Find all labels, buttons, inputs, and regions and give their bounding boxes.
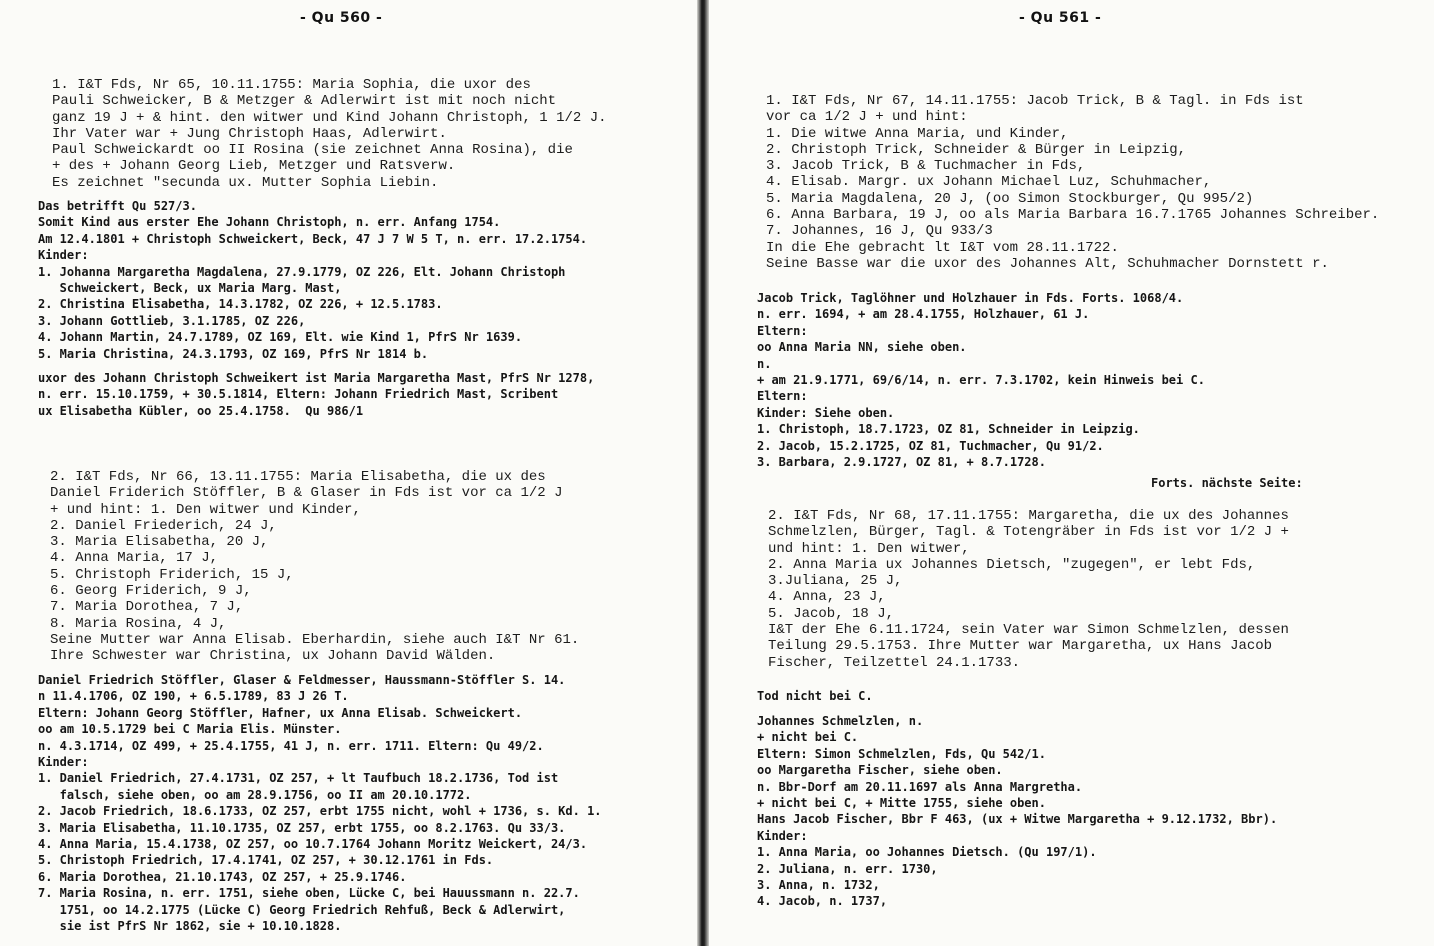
text-line: Am 12.4.1801 + Christoph Schweickert, Beck, 47 J 7 W 5 T, n. err. 17.2.1754. [38, 231, 588, 246]
text-line: 5. Christoph Friedrich, 17.4.1741, OZ 257, + 30.12.1761 in Fds. [38, 853, 494, 868]
text-line: + am 21.9.1771, 69/6/14, n. err. 7.3.1702, kein Hinweis bei C. [757, 373, 1205, 388]
text-line: oo am 10.5.1729 bei C Maria Elis. Münster. [38, 722, 342, 737]
text-line: 2. Christina Elisabetha, 14.3.1782, OZ 226, + 12.5.1783. [38, 297, 443, 312]
text-line: + und hint: 1. Den witwer und Kinder, [50, 501, 361, 518]
text-line: Ihre Schwester war Christina, ux Johann David Wälden. [50, 648, 496, 665]
text-line: 1. Christoph, 18.7.1723, OZ 81, Schneider in Leipzig. [757, 422, 1140, 437]
text-line: 2. Juliana, n. err. 1730, [757, 861, 938, 876]
text-line: 3. Anna, n. 1732, [757, 878, 880, 893]
text-line: 1. Anna Maria, oo Johannes Dietsch. (Qu 197/1). [757, 845, 1097, 860]
text-line: 8. Maria Rosina, 4 J, [50, 615, 227, 632]
text-line: Kinder: [38, 755, 89, 770]
entry-iut-65 [52, 77, 607, 191]
text-line: n 11.4.1706, OZ 190, + 6.5.1789, 83 J 26 T. [38, 689, 349, 704]
entry-iut-66 [50, 469, 579, 665]
text-line: n. 4.3.1714, OZ 499, + 25.4.1755, 41 J, n. err. 1711. Eltern: Qu 49/2. [38, 738, 544, 753]
text-line: Daniel Friderich Stöffler, B & Glaser in Fds ist vor ca 1/2 J [50, 485, 563, 502]
text-line: n. err. 15.10.1759, + 30.5.1814, Eltern: Johann Friedrich Mast, Scribent [38, 387, 559, 402]
text-line: 4. Anna, 23 J, [768, 589, 886, 606]
text-line: 1. I&T Fds, Nr 67, 14.11.1755: Jacob Trick, B & Tagl. in Fds ist [766, 93, 1304, 109]
notes-trick [757, 290, 1205, 470]
text-line: 3. Maria Elisabetha, 20 J, [50, 534, 269, 551]
text-line: 1. Johanna Margaretha Magdalena, 27.9.1779, OZ 226, Elt. Johann Christoph [38, 264, 566, 279]
book-gutter [697, 0, 709, 946]
text-line: 4. Anna Maria, 17 J, [50, 550, 219, 567]
text-line: sie ist PfrS Nr 1862, sie + 10.10.1828. [38, 919, 342, 934]
text-line: 2. Christoph Trick, Schneider & Bürger in Leipzig, [766, 141, 1187, 158]
text-line: falsch, siehe oben, oo am 28.9.1756, oo II am 20.10.1772. [38, 787, 472, 802]
notes-schweickert [38, 198, 587, 362]
text-line: oo Margaretha Fischer, siehe oben. [757, 763, 1003, 778]
notes-schmelzlen [757, 713, 1277, 910]
text-line: + des + Johann Georg Lieb, Metzger und Ratsverw. [52, 158, 456, 175]
text-line: 5. Jacob, 18 J, [768, 605, 895, 622]
text-line: 1. Die witwe Anna Maria, und Kinder, [766, 125, 1069, 142]
text-line: + nicht bei C. [757, 730, 859, 745]
text-line: und hint: 1. Den witwer, [768, 540, 970, 557]
notes-stoeffler [38, 672, 602, 935]
text-line: 6. Anna Barbara, 19 J, oo als Maria Barbara 16.7.1765 Johannes Schreiber. [766, 207, 1380, 224]
text-line: Kinder: [757, 828, 808, 843]
text-line: 4. Jacob, n. 1737, [757, 894, 888, 909]
right-page [709, 0, 1434, 946]
page-number-right: - Qu 561 - [1019, 10, 1102, 26]
text-line: n. err. 1694, + am 28.4.1755, Holzhauer, 61 J. [757, 307, 1090, 322]
text-line: Es zeichnet "secunda ux. Mutter Sophia Liebin. [52, 174, 439, 191]
text-line: 2. Daniel Friederich, 24 J, [50, 517, 277, 534]
text-line: 7. Maria Rosina, n. err. 1751, siehe oben, Lücke C, bei Hauussmann n. 22.7. [38, 886, 580, 901]
text-line: 3. Jacob Trick, B & Tuchmacher in Fds, [766, 158, 1086, 175]
text-line: oo Anna Maria NN, siehe oben. [757, 340, 967, 355]
text-line: Eltern: Simon Schmelzlen, Fds, Qu 542/1. [757, 746, 1046, 761]
text-line: In die Ehe gebracht lt I&T vom 28.11.1722. [766, 239, 1119, 256]
text-line: 4. Anna Maria, 15.4.1738, OZ 257, oo 10.7.1764 Johann Moritz Weickert, 24/3. [38, 837, 588, 852]
notes-mast [38, 370, 594, 419]
left-page [0, 0, 697, 946]
text-line: Forts. nächste Seite: [1151, 476, 1303, 490]
text-line: 5. Maria Magdalena, 20 J, (oo Simon Stockburger, Qu 995/2) [766, 190, 1254, 207]
text-line: 7. Maria Dorothea, 7 J, [50, 599, 244, 616]
text-line: 6. Maria Dorothea, 21.10.1743, OZ 257, + 25.9.1746. [38, 869, 407, 884]
note-tod [757, 688, 873, 704]
text-line: 3. Barbara, 2.9.1727, OZ 81, + 8.7.1728. [757, 455, 1046, 470]
text-line: 4. Elisab. Margr. ux Johann Michael Luz, Schuhmacher, [766, 174, 1212, 191]
text-line: Kinder: Siehe oben. [757, 405, 895, 420]
text-line: 7. Johannes, 16 J, Qu 933/3 [766, 223, 993, 240]
text-line: Eltern: Johann Georg Stöffler, Hafner, ux Anna Elisab. Schweickert. [38, 705, 523, 720]
text-line: Johannes Schmelzlen, n. [757, 714, 924, 728]
text-line: Daniel Friedrich Stöffler, Glaser & Feldmesser, Haussmann-Stöffler S. 14. [38, 673, 566, 687]
text-line: Seine Basse war die uxor des Johannes Alt, Schuhmacher Dornstett r. [766, 255, 1329, 272]
text-line: I&T der Ehe 6.11.1724, sein Vater war Simon Schmelzlen, dessen [768, 622, 1289, 639]
text-line: Teilung 29.5.1753. Ihre Mutter war Margaretha, ux Hans Jacob [768, 638, 1273, 655]
text-line: 1. I&T Fds, Nr 65, 10.11.1755: Maria Sophia, die uxor des [52, 77, 531, 93]
text-line: 2. I&T Fds, Nr 66, 13.11.1755: Maria Elisabetha, die ux des [50, 469, 546, 485]
text-line: Seine Mutter war Anna Elisab. Eberhardin, siehe auch I&T Nr 61. [50, 631, 580, 648]
continued-note [1151, 475, 1303, 491]
text-line: 5. Christoph Friderich, 15 J, [50, 566, 294, 583]
text-line: ganz 19 J + & hint. den witwer und Kind Johann Christoph, 1 1/2 J. [52, 109, 607, 126]
text-line: uxor des Johann Christoph Schweikert ist Maria Margaretha Mast, PfrS Nr 1278, [38, 371, 595, 385]
text-line: 1751, oo 14.2.1775 (Lücke C) Georg Friedrich Rehfuß, Beck & Adlerwirt, [38, 902, 566, 917]
text-line: n. [757, 356, 772, 371]
text-line: 3. Maria Elisabetha, 11.10.1735, OZ 257, erbt 1755, oo 8.2.1763. Qu 33/3. [38, 820, 566, 835]
text-line: Paul Schweickardt oo II Rosina (sie zeichnet Anna Rosina), die [52, 142, 573, 159]
text-line: Das betrifft Qu 527/3. [38, 199, 197, 213]
text-line: Eltern: [757, 389, 808, 404]
text-line: Eltern: [757, 323, 808, 338]
text-line: 6. Georg Friderich, 9 J, [50, 583, 252, 600]
text-line: Tod nicht bei C. [757, 689, 873, 703]
entry-iut-67 [766, 93, 1379, 272]
text-line: 2. Jacob, 15.2.1725, OZ 81, Tuchmacher, Qu 91/2. [757, 438, 1104, 453]
text-line: 3. Johann Gottlieb, 3.1.1785, OZ 226, [38, 313, 306, 328]
text-line: n. Bbr-Dorf am 20.11.1697 als Anna Margretha. [757, 779, 1083, 794]
entry-iut-68 [768, 508, 1289, 671]
text-line: 3.Juliana, 25 J, [768, 573, 903, 590]
text-line: Fischer, Teilzettel 24.1.1733. [768, 654, 1021, 671]
text-line: ux Elisabetha Kübler, oo 25.4.1758. Qu 986/1 [38, 403, 364, 418]
text-line: 4. Johann Martin, 24.7.1789, OZ 169, Elt. wie Kind 1, PfrS Nr 1639. [38, 330, 523, 345]
text-line: Jacob Trick, Taglöhner und Holzhauer in Fds. Forts. 1068/4. [757, 291, 1184, 305]
text-line: 1. Daniel Friedrich, 27.4.1731, OZ 257, + lt Taufbuch 18.2.1736, Tod ist [38, 771, 559, 786]
text-line: Ihr Vater war + Jung Christoph Haas, Adlerwirt. [52, 125, 447, 142]
text-line: Schmelzlen, Bürger, Tagl. & Totengräber in Fds ist vor 1/2 J + [768, 524, 1289, 541]
text-line: 5. Maria Christina, 24.3.1793, OZ 169, PfrS Nr 1814 b. [38, 346, 429, 361]
text-line: Hans Jacob Fischer, Bbr F 463, (ux + Witwe Margaretha + 9.12.1732, Bbr). [757, 812, 1278, 827]
text-line: 2. Anna Maria ux Johannes Dietsch, "zugegen", er lebt Fds, [768, 556, 1256, 573]
page-number-left: - Qu 560 - [300, 10, 383, 26]
text-line: Schweickert, Beck, ux Maria Marg. Mast, [38, 281, 342, 296]
text-line: + nicht bei C, + Mitte 1755, siehe oben. [757, 796, 1046, 811]
text-line: 2. I&T Fds, Nr 68, 17.11.1755: Margaretha, die ux des Johannes [768, 508, 1289, 524]
text-line: vor ca 1/2 J + und hint: [766, 109, 968, 126]
text-line: Pauli Schweicker, B & Metzger & Adlerwirt ist mit noch nicht [52, 93, 557, 110]
text-line: Somit Kind aus erster Ehe Johann Christoph, n. err. Anfang 1754. [38, 215, 501, 230]
text-line: Kinder: [38, 248, 89, 263]
text-line: 2. Jacob Friedrich, 18.6.1733, OZ 257, erbt 1755 nicht, wohl + 1736, s. Kd. 1. [38, 804, 602, 819]
